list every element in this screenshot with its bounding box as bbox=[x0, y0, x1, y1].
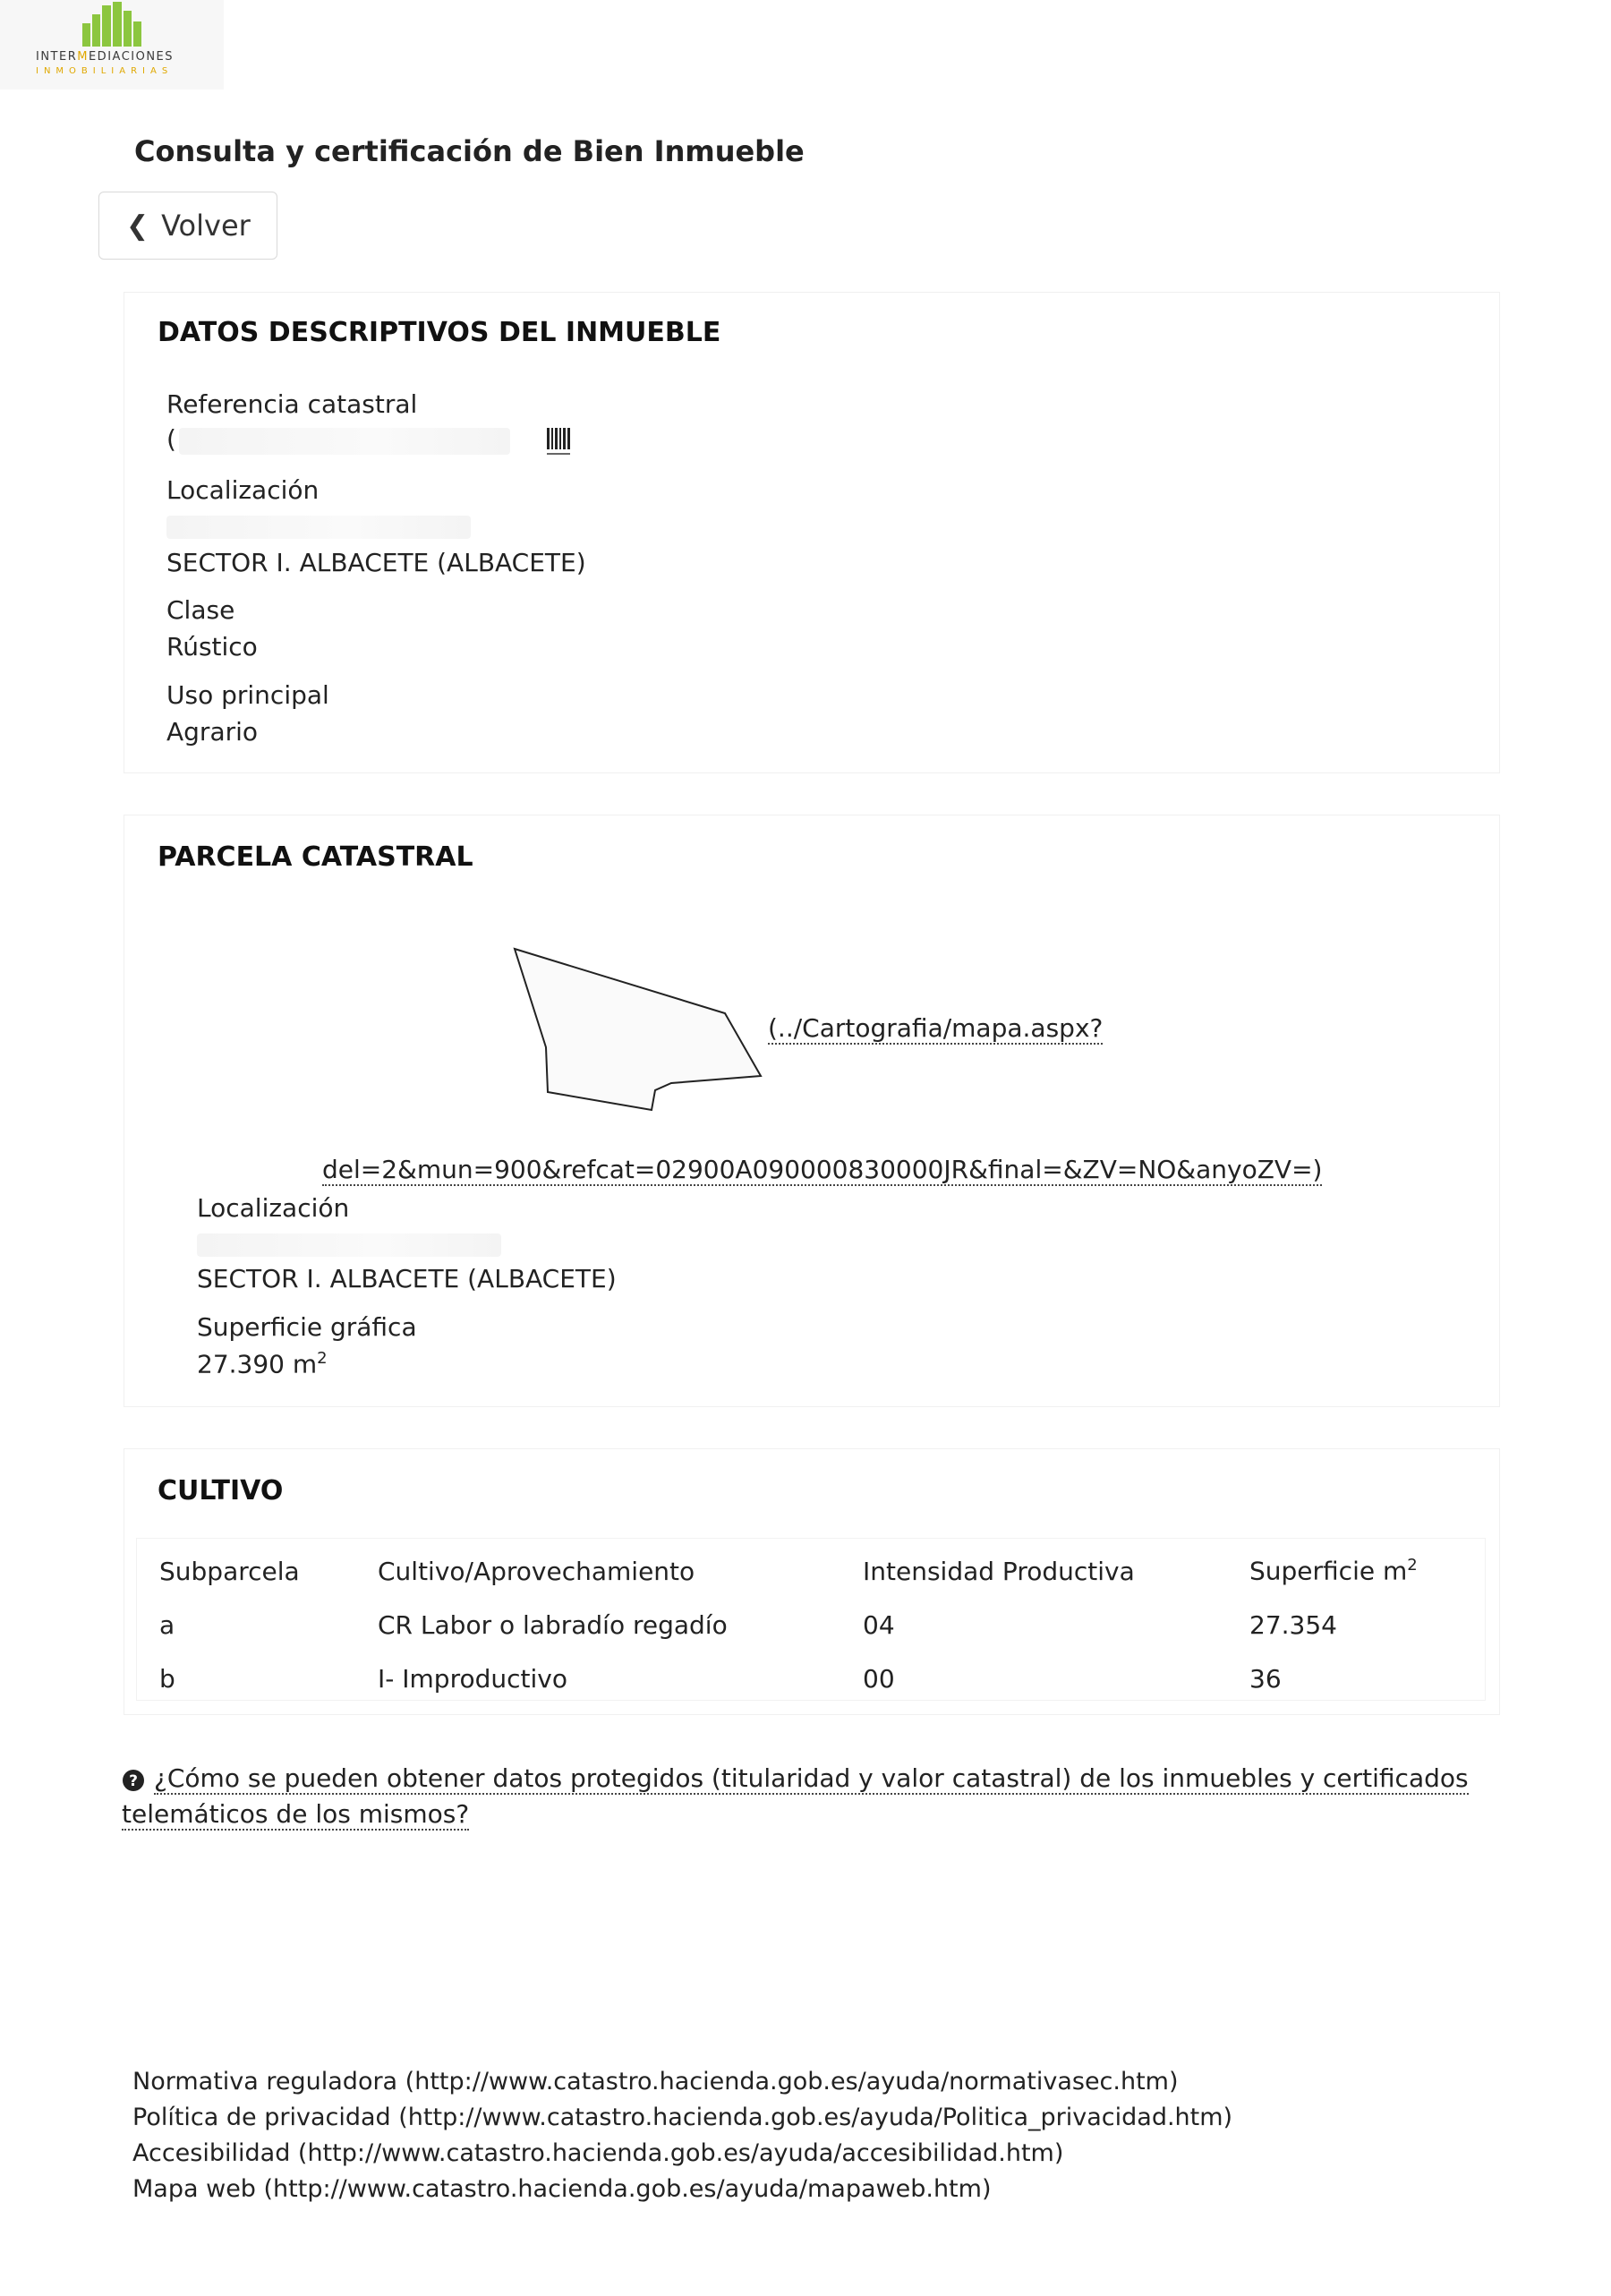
question-circle-icon bbox=[122, 1769, 145, 1792]
logo-text-main: INTERMEDIACIONES bbox=[36, 50, 175, 64]
main-use-label: Uso principal bbox=[166, 680, 329, 710]
table-row bbox=[159, 1652, 1482, 1705]
table-row bbox=[159, 1598, 1482, 1652]
parcel-section-title: PARCELA CATASTRAL bbox=[158, 841, 473, 873]
row-intensity: 00 bbox=[863, 1663, 895, 1694]
svg-text:?: ? bbox=[129, 1772, 138, 1790]
map-link-part2[interactable]: del=2&mun=900&refcat=02900A090000830000JR&final=&ZV=NO&anyoZV=) bbox=[322, 1155, 1323, 1184]
crop-table bbox=[159, 1544, 1482, 1705]
row-subparcel: b bbox=[159, 1663, 175, 1694]
header-intensity: Intensidad Productiva bbox=[863, 1556, 1135, 1586]
footer-link-privacidad[interactable]: Política de privacidad (http://www.catastro.hacienda.gob.es/ayuda/Politica_privacidad.htm) bbox=[132, 2104, 1233, 2131]
footer-link-normativa[interactable]: Normativa reguladora (http://www.catastro.hacienda.gob.es/ayuda/normativasec.htm) bbox=[132, 2068, 1179, 2095]
company-logo bbox=[0, 0, 224, 90]
parcel-location-value: SECTOR I. ALBACETE (ALBACETE) bbox=[197, 1264, 617, 1293]
row-surface: 27.354 bbox=[1249, 1609, 1337, 1640]
redacted-reference bbox=[179, 428, 510, 455]
row-intensity: 04 bbox=[863, 1609, 895, 1640]
chevron-left-icon: ❮ bbox=[126, 209, 149, 242]
main-use-value: Agrario bbox=[166, 717, 259, 747]
crop-table-header bbox=[159, 1544, 1482, 1598]
row-subparcel: a bbox=[159, 1609, 175, 1640]
location-value: SECTOR I. ALBACETE (ALBACETE) bbox=[166, 548, 586, 577]
redacted-parcel-address bbox=[197, 1233, 501, 1257]
header-subparcel: Subparcela bbox=[159, 1556, 300, 1586]
class-label: Clase bbox=[166, 595, 235, 625]
redacted-address bbox=[166, 516, 471, 539]
header-crop: Cultivo/Aprovechamiento bbox=[378, 1556, 695, 1586]
back-button-label: Volver bbox=[161, 209, 251, 243]
map-link-part1[interactable]: (../Cartografia/mapa.aspx? bbox=[768, 1013, 1104, 1043]
barcode-icon[interactable] bbox=[546, 426, 573, 458]
logo-text-sub: INMOBILIARIAS bbox=[36, 66, 174, 76]
header-surface: Superficie $m^2$ bbox=[1249, 1556, 1418, 1586]
cadastral-reference-prefix: ( bbox=[166, 424, 176, 454]
protected-data-help-link-line1[interactable]: ¿Cómo se pueden obtener datos protegidos (titularidad y valor catastral) de los inmuebles y certificados bbox=[154, 1763, 1469, 1793]
row-surface: 36 bbox=[1249, 1663, 1282, 1694]
row-crop: I- Improductivo bbox=[378, 1663, 567, 1694]
graphic-surface-label: Superficie gráfica bbox=[197, 1312, 417, 1342]
row-crop: CR Labor o labradío regadío bbox=[378, 1609, 728, 1640]
location-label: Localización bbox=[166, 475, 320, 505]
back-button[interactable] bbox=[98, 192, 277, 260]
crop-section-title: CULTIVO bbox=[158, 1475, 284, 1506]
building-logo-icon bbox=[81, 2, 152, 47]
descriptive-section-title: DATOS DESCRIPTIVOS DEL INMUEBLE bbox=[158, 317, 721, 348]
footer-link-mapa-web[interactable]: Mapa web (http://www.catastro.hacienda.gob.es/ayuda/mapaweb.htm) bbox=[132, 2175, 992, 2203]
class-value: Rústico bbox=[166, 632, 258, 661]
page-title: Consulta y certificación de Bien Inmueble bbox=[134, 134, 805, 168]
cadastral-reference-label: Referencia catastral bbox=[166, 389, 418, 419]
parcel-location-label: Localización bbox=[197, 1193, 350, 1223]
graphic-surface-value: 27.390 $m^2$ bbox=[197, 1349, 328, 1379]
protected-data-help-link-line2[interactable]: telemáticos de los mismos? bbox=[122, 1799, 470, 1829]
parcel-shape-map[interactable] bbox=[501, 931, 770, 1128]
footer-link-accesibilidad[interactable]: Accesibilidad (http://www.catastro.hacienda.gob.es/ayuda/accesibilidad.htm) bbox=[132, 2139, 1064, 2167]
